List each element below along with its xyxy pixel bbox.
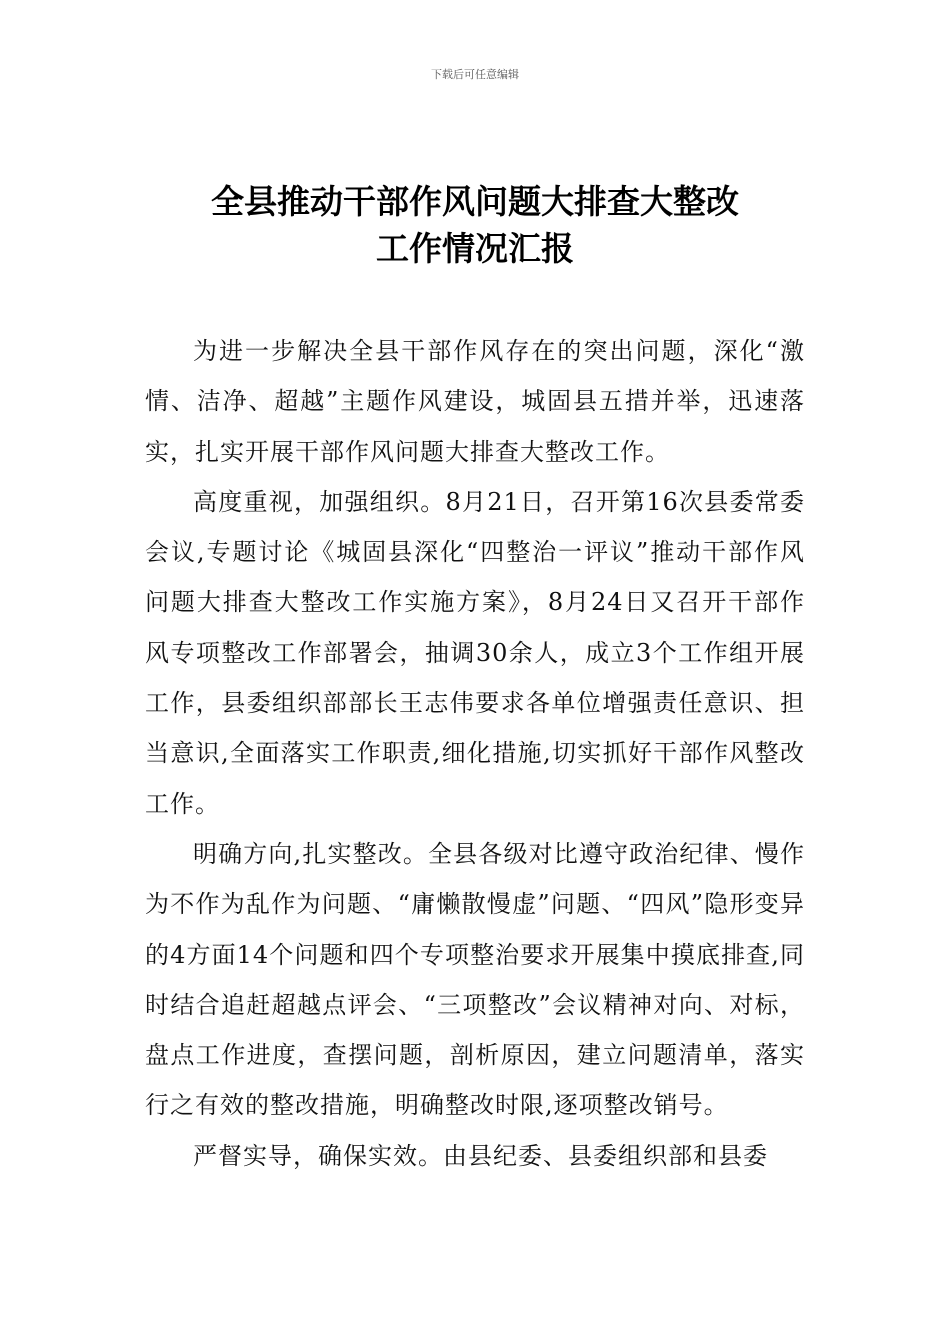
document-title <box>145 178 805 272</box>
paragraph-intro: 为进一步解决全县干部作风存在的突出问题，深化“激情、洁净、超越”主题作风建设，城固县五措并举，迅速落实，扎实开展干部作风问题大排查大整改工作。 <box>145 337 805 466</box>
header-note: 下载后可任意编辑 <box>431 68 519 81</box>
paragraph-rectification: 明确方向,扎实整改。全县各级对比遵守政治纪律、慢作为不作为乱作为问题、“庸懒散慢虚”问题、“四风”隐形变异的4方面14个问题和四个专项整治要求开展集中摸底排查,同时结合追赶超越点评会、“三项整改”会议精神对向、对标，盘点工作进度，查摆问题，剖析原因，建立问题清单，落实行之有效的整改措施，明确整改时限,逐项整改销号。 <box>145 839 805 1120</box>
title-line-2: 工作情况汇报 <box>376 229 574 268</box>
paragraph-organization: 高度重视，加强组织。8月21日，召开第16次县委常委会议,专题讨论《城固县深化“四整治一评议”推动干部作风问题大排查大整改工作实施方案》，8月24日又召开干部作风专项整改工作部署会，抽调30余人，成立3个工作组开展工作，县委组织部部长王志伟要求各单位增强责任意识、担当意识,全面落实工作职责,细化措施,切实抓好干部作风整改工作。 <box>145 487 805 818</box>
document-body <box>145 326 805 1181</box>
title-line-1: 全县推动干部作风问题大排查大整改 <box>211 182 739 221</box>
paragraph-supervision: 严督实导，确保实效。由县纪委、县委组织部和县委 <box>193 1141 768 1170</box>
